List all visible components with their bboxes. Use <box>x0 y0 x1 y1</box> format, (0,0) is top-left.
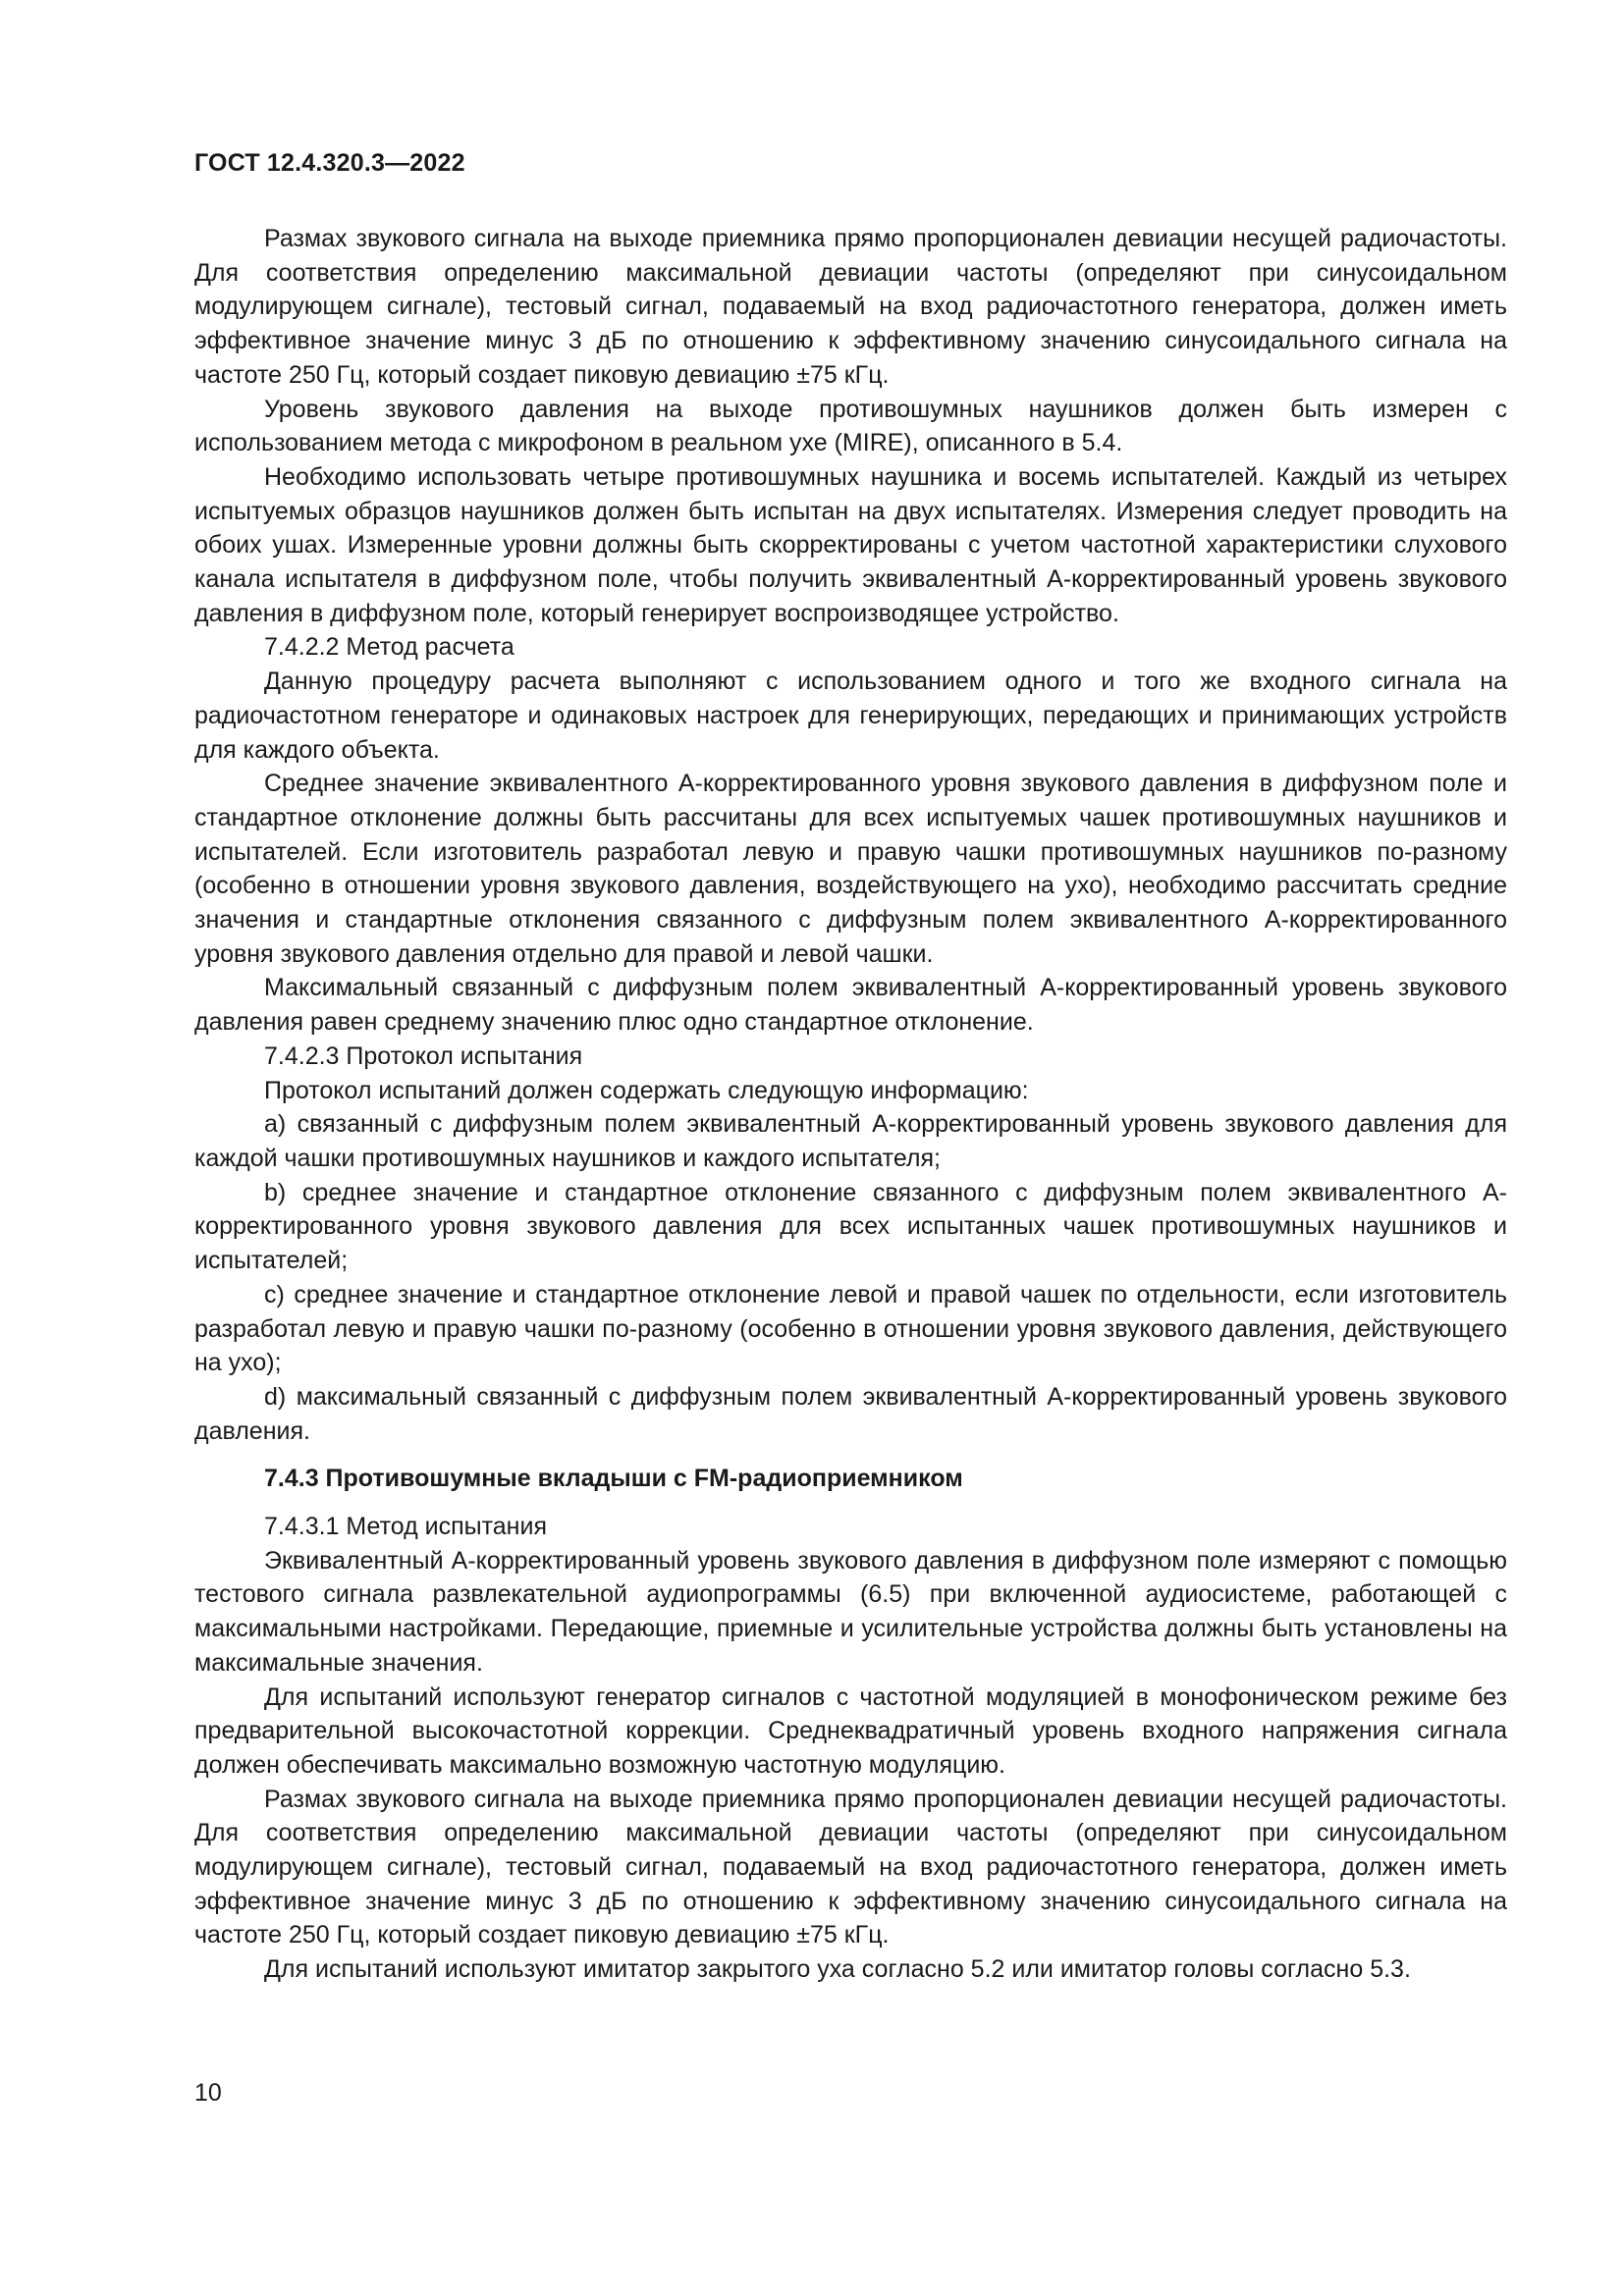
document-header: ГОСТ 12.4.320.3—2022 <box>194 149 465 177</box>
list-item: a) связанный с диффузным полем эквивалентный А-корректированный уровень звукового давления для каждой чашки противошумных наушников и каждого испытателя; <box>194 1110 1507 1172</box>
paragraph: Протокол испытаний должен содержать следующую информацию: <box>264 1076 1029 1104</box>
subsection-title: 7.4.3.1 Метод испытания <box>264 1513 547 1541</box>
paragraph: Размах звукового сигнала на выходе приемника прямо пропорционален девиации несущей радиочастоты. Для соответствия определению максимальной девиации частоты (определяют при синусоидальном модулирующем сигнале), тестовый сигнал, подаваемый на вход радиочастотного генератора, должен иметь эффективное значение минус 3 дБ по отношению к эффективному значению синусоидального сигнала на частоте 250 Гц, который создает пиковую девиацию ±75 кГц. <box>194 225 1507 389</box>
paragraph: Данную процедуру расчета выполняют с использованием одного и того же входного сигнала на радиочастотном генераторе и одинаковых настроек для генерирующих, передающих и принимающих устройств для каждого объекта. <box>194 667 1507 764</box>
paragraph: Необходимо использовать четыре противошумных наушника и восемь испытателей. Каждый из четырех испытуемых образцов наушников должен быть испытан на двух испытателях. Измерения следует проводить на обоих ушах. Измеренные уровни должны быть скорректированы с учетом частотной характеристики слухового канала испытателя в диффузном поле, чтобы получить эквивалентный А-корректированный уровень звукового давления в диффузном поле, который генерирует воспроизводящее устройство. <box>194 462 1507 627</box>
paragraph: Среднее значение эквивалентного А-корректированного уровня звукового давления в диффузном поле и стандартное отклонение должны быть рассчитаны для всех испытуемых чашек противошумных наушников и испытателей. Если изготовитель разработал левую и правую чашки противошумных наушников по-разному (особенно в отношении уровня звукового давления, воздействующего на ухо), необходимо рассчитать средние значения и стандартные отклонения связанного с диффузным полем эквивалентного А-корректированного уровня звукового давления отдельно для правой и левой чашки. <box>194 770 1507 968</box>
list-item: b) среднее значение и стандартное отклонение связанного с диффузным полем эквивалентного А-корректированного уровня звукового давления для всех испытанных чашек противошумных наушников и испытателей; <box>194 1178 1507 1275</box>
section-heading: 7.4.3 Противошумные вкладыши с FM-радиоприемником <box>264 1465 963 1493</box>
paragraph: Максимальный связанный с диффузным полем эквивалентный А-корректированный уровень звукового давления равен среднему значению плюс одно стандартное отклонение. <box>194 974 1507 1037</box>
page-number: 10 <box>194 2079 222 2107</box>
paragraph: Эквивалентный А-корректированный уровень звукового давления в диффузном поле измеряют с помощью тестового сигнала развлекательной аудиопрограммы (6.5) при включенной аудиосистеме, работающей с максимальными настройками. Передающие, приемные и усилительные устройства должны быть установлены на максимальные значения. <box>194 1546 1507 1677</box>
list-item: c) среднее значение и стандартное отклонение левой и правой чашек по отдельности, если изготовитель разработал левую и правую чашки по-разному (особенно в отношении уровня звукового давления, действующего на ухо); <box>194 1280 1507 1377</box>
list-item: d) максимальный связанный с диффузным полем эквивалентный А-корректированный уровень звукового давления. <box>194 1382 1507 1445</box>
paragraph: Для испытаний используют генератор сигналов с частотной модуляцией в монофоническом режиме без предварительной высокочастотной коррекции. Среднеквадратичный уровень входного напряжения сигнала должен обеспечивать максимально возможную частотную модуляцию. <box>194 1682 1507 1779</box>
paragraph: Для испытаний используют имитатор закрытого уха согласно 5.2 или имитатор головы согласно 5.3. <box>264 1955 1411 1984</box>
paragraph: Размах звукового сигнала на выходе приемника прямо пропорционален девиации несущей радиочастоты. Для соответствия определению максимальной девиации частоты (определяют при синусоидальном модулирующем сигнале), тестовый сигнал, подаваемый на вход радиочастотного генератора, должен иметь эффективное значение минус 3 дБ по отношению к эффективному значению синусоидального сигнала на частоте 250 Гц, который создает пиковую девиацию ±75 кГц. <box>194 1785 1507 1949</box>
paragraph: Уровень звукового давления на выходе противошумных наушников должен быть измерен с использованием метода с микрофоном в реальном ухе (MIRE), описанного в 5.4. <box>194 395 1507 457</box>
subsection-title: 7.4.2.2 Метод расчета <box>264 633 514 662</box>
document-body <box>194 222 1507 1987</box>
subsection-title: 7.4.2.3 Протокол испытания <box>264 1041 583 1070</box>
